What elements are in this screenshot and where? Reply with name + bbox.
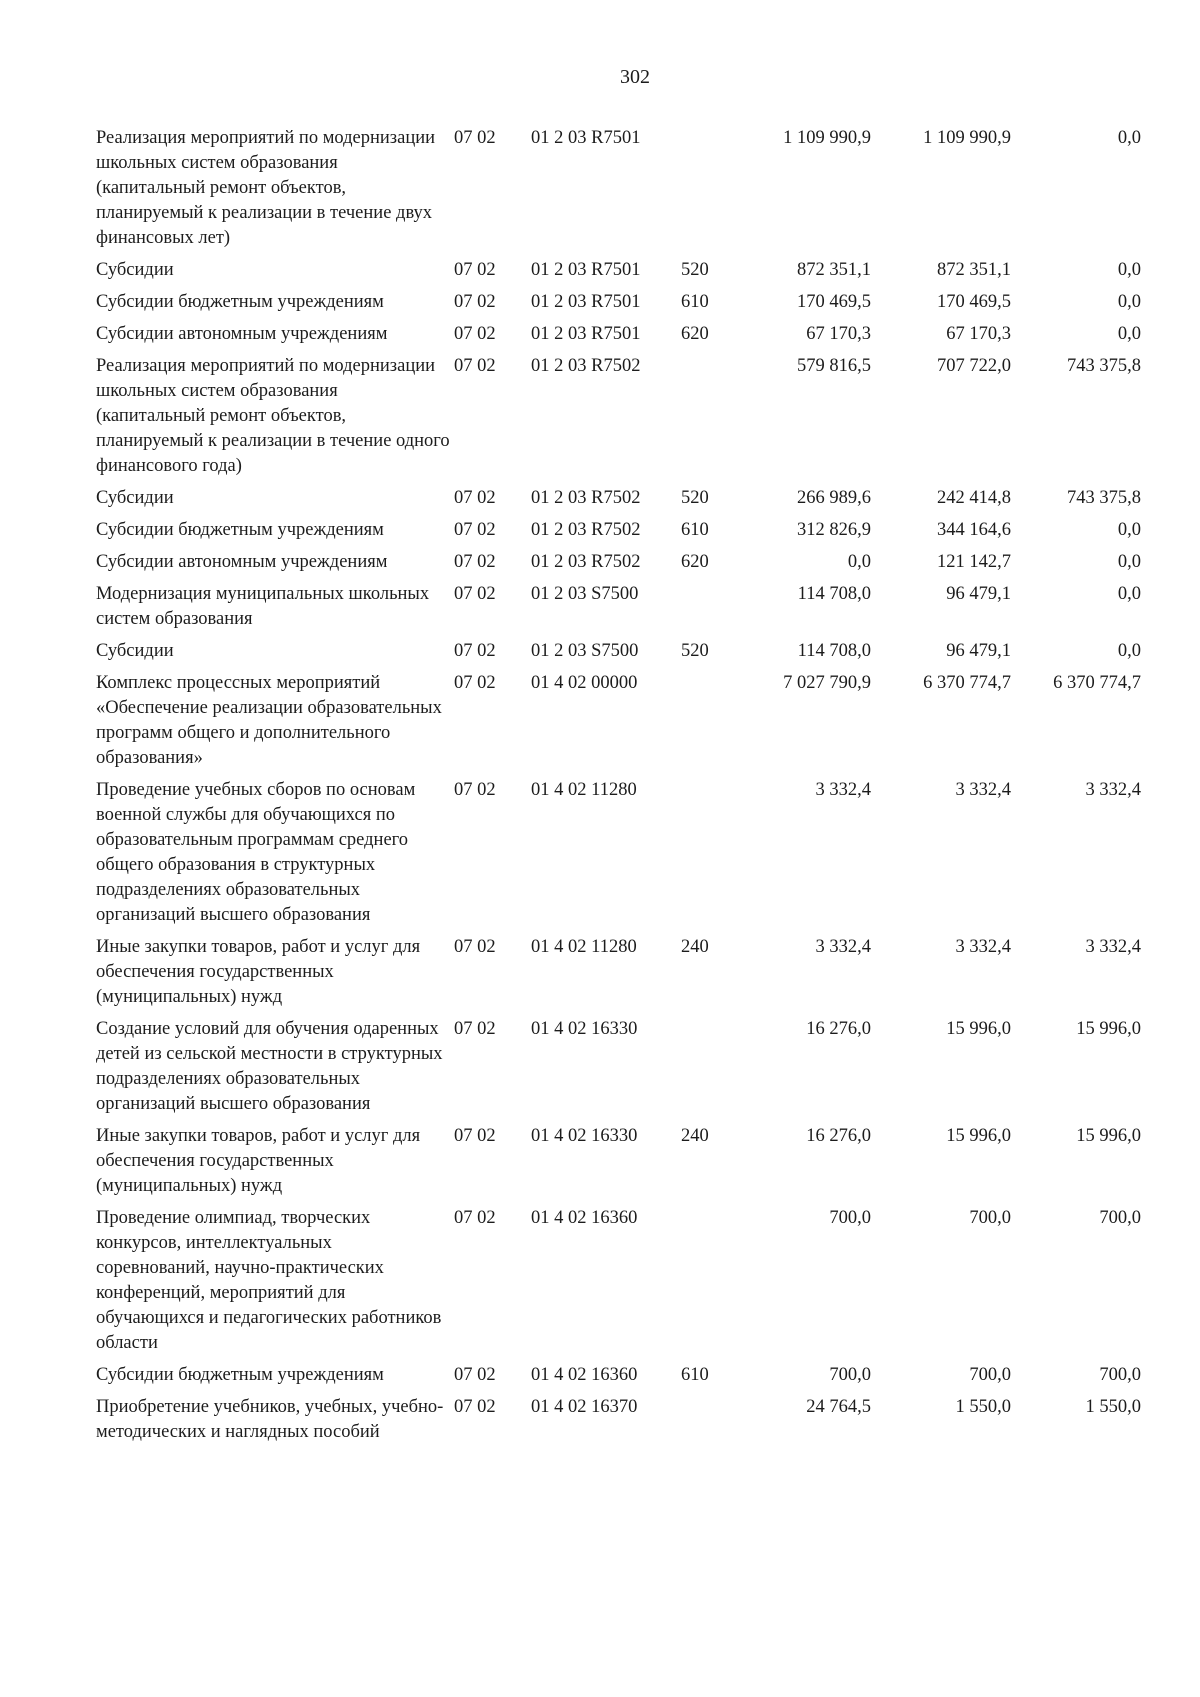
- row-expense-code: [681, 1206, 731, 1363]
- row-expense-code: 620: [681, 324, 709, 344]
- row-name: Проведение учебных сборов по основам военной службы для обучающихся по образовательным программам среднего общего образования в структурных подразделениях образовательных организаций высшего образования: [96, 780, 416, 925]
- row-value-1: 312 826,9: [797, 520, 871, 540]
- row-value-1: 0,0: [847, 552, 871, 572]
- row-target-code: 01 2 03 R7502: [531, 488, 641, 508]
- row-name: Субсидии: [96, 641, 174, 661]
- row-expense-code: [681, 1017, 731, 1124]
- row-value-1: 579 816,5: [797, 356, 871, 376]
- row-target-code: 01 4 02 16330: [531, 1126, 638, 1146]
- row-target-code: 01 2 03 R7501: [531, 128, 641, 148]
- row-target-code: 01 2 03 R7502: [531, 356, 641, 376]
- row-value-1: 7 027 790,9: [783, 673, 871, 693]
- row-section-code: 07 02: [454, 292, 496, 312]
- row-value-2: 344 164,6: [937, 520, 1011, 540]
- row-section-code: 07 02: [454, 128, 496, 148]
- table-row: [96, 126, 1141, 258]
- row-target-code: 01 2 03 S7500: [531, 641, 639, 661]
- row-name: Субсидии бюджетным учреждениям: [96, 1365, 384, 1385]
- table-row: [96, 322, 1141, 354]
- table-row: [96, 486, 1141, 518]
- row-value-3: 700,0: [1099, 1365, 1141, 1385]
- row-target-code: 01 2 03 R7501: [531, 324, 641, 344]
- row-target-code: 01 4 02 00000: [531, 673, 638, 693]
- row-value-3: 3 332,4: [1085, 937, 1141, 957]
- row-value-2: 3 332,4: [955, 937, 1011, 957]
- row-section-code: 07 02: [454, 673, 496, 693]
- table-row: [96, 1395, 1141, 1452]
- row-expense-code: 610: [681, 520, 709, 540]
- table-row: [96, 1124, 1141, 1206]
- row-section-code: 07 02: [454, 520, 496, 540]
- row-expense-code: 520: [681, 488, 709, 508]
- row-value-2: 15 996,0: [946, 1126, 1011, 1146]
- table-row: [96, 639, 1141, 671]
- row-name: Субсидии бюджетным учреждениям: [96, 292, 384, 312]
- row-value-3: 743 375,8: [1067, 488, 1141, 508]
- row-value-2: 67 170,3: [946, 324, 1011, 344]
- row-name: Иные закупки товаров, работ и услуг для обеспечения государственных (муниципальных) нужд: [96, 1126, 421, 1196]
- row-target-code: 01 2 03 S7500: [531, 584, 639, 604]
- row-section-code: 07 02: [454, 1365, 496, 1385]
- row-expense-code: 610: [681, 1365, 709, 1385]
- row-value-2: 121 142,7: [937, 552, 1011, 572]
- row-value-1: 114 708,0: [797, 641, 871, 661]
- table-body: [96, 126, 1141, 1452]
- row-value-1: 872 351,1: [797, 260, 871, 280]
- row-value-2: 242 414,8: [937, 488, 1011, 508]
- row-name: Субсидии: [96, 488, 174, 508]
- row-target-code: 01 4 02 16330: [531, 1019, 638, 1039]
- row-value-1: 700,0: [829, 1365, 871, 1385]
- table-row: [96, 354, 1141, 486]
- row-target-code: 01 4 02 11280: [531, 780, 637, 800]
- row-value-2: 1 109 990,9: [923, 128, 1011, 148]
- row-target-code: 01 4 02 16370: [531, 1397, 638, 1417]
- row-section-code: 07 02: [454, 324, 496, 344]
- row-value-2: 15 996,0: [946, 1019, 1011, 1039]
- row-value-1: 700,0: [829, 1208, 871, 1228]
- row-expense-code: [681, 778, 731, 935]
- table-row: [96, 290, 1141, 322]
- row-value-3: 0,0: [1117, 552, 1141, 572]
- row-expense-code: 520: [681, 260, 709, 280]
- table-row: [96, 582, 1141, 639]
- row-value-3: 1 550,0: [1085, 1397, 1141, 1417]
- table-row: [96, 518, 1141, 550]
- row-name: Реализация мероприятий по модернизации школьных систем образования (капитальный ремонт объектов, планируемый к реализации в течение двух финансовых лет): [96, 128, 436, 248]
- table-row: [96, 778, 1141, 935]
- row-value-1: 1 109 990,9: [783, 128, 871, 148]
- row-value-3: 0,0: [1117, 292, 1141, 312]
- row-section-code: 07 02: [454, 260, 496, 280]
- row-value-1: 67 170,3: [806, 324, 871, 344]
- row-value-3: 0,0: [1117, 584, 1141, 604]
- row-value-2: 707 722,0: [937, 356, 1011, 376]
- row-value-2: 872 351,1: [937, 260, 1011, 280]
- table-row: [96, 1363, 1141, 1395]
- row-name: Субсидии автономным учреждениям: [96, 552, 388, 572]
- row-section-code: 07 02: [454, 356, 496, 376]
- row-name: Субсидии: [96, 260, 174, 280]
- row-value-2: 6 370 774,7: [923, 673, 1011, 693]
- row-name: Создание условий для обучения одаренных детей из сельской местности в структурных подразделениях образовательных организаций высшего образования: [96, 1019, 443, 1114]
- row-value-2: 700,0: [969, 1365, 1011, 1385]
- row-value-3: 0,0: [1117, 260, 1141, 280]
- row-name: Субсидии автономным учреждениям: [96, 324, 388, 344]
- table-row: [96, 935, 1141, 1017]
- row-target-code: 01 2 03 R7501: [531, 292, 641, 312]
- row-target-code: 01 2 03 R7502: [531, 552, 641, 572]
- row-target-code: 01 2 03 R7501: [531, 260, 641, 280]
- row-target-code: 01 4 02 11280: [531, 937, 637, 957]
- row-expense-code: 240: [681, 1126, 709, 1146]
- row-target-code: 01 4 02 16360: [531, 1208, 638, 1228]
- row-value-1: 16 276,0: [806, 1126, 871, 1146]
- row-expense-code: 610: [681, 292, 709, 312]
- row-expense-code: [681, 1395, 731, 1452]
- row-name: Приобретение учебников, учебных, учебно-методических и наглядных пособий: [96, 1397, 444, 1442]
- row-section-code: 07 02: [454, 552, 496, 572]
- row-value-1: 24 764,5: [806, 1397, 871, 1417]
- row-value-1: 3 332,4: [815, 780, 871, 800]
- table-row: [96, 550, 1141, 582]
- row-value-2: 700,0: [969, 1208, 1011, 1228]
- row-section-code: 07 02: [454, 1126, 496, 1146]
- row-expense-code: [681, 671, 731, 778]
- row-value-3: 700,0: [1099, 1208, 1141, 1228]
- row-section-code: 07 02: [454, 1397, 496, 1417]
- row-value-1: 16 276,0: [806, 1019, 871, 1039]
- page-number: 302: [620, 66, 650, 88]
- row-value-2: 96 479,1: [946, 584, 1011, 604]
- row-value-3: 743 375,8: [1067, 356, 1141, 376]
- row-value-1: 3 332,4: [815, 937, 871, 957]
- budget-table: [96, 126, 1141, 1452]
- table-row: [96, 671, 1141, 778]
- row-value-2: 3 332,4: [955, 780, 1011, 800]
- table-row: [96, 1017, 1141, 1124]
- row-expense-code: 520: [681, 641, 709, 661]
- row-value-1: 114 708,0: [797, 584, 871, 604]
- table-row: [96, 1206, 1141, 1363]
- row-value-3: 6 370 774,7: [1053, 673, 1141, 693]
- row-section-code: 07 02: [454, 1019, 496, 1039]
- row-section-code: 07 02: [454, 1208, 496, 1228]
- row-value-2: 170 469,5: [937, 292, 1011, 312]
- row-target-code: 01 2 03 R7502: [531, 520, 641, 540]
- row-value-1: 170 469,5: [797, 292, 871, 312]
- row-value-3: 15 996,0: [1076, 1019, 1141, 1039]
- row-expense-code: [681, 126, 731, 258]
- row-value-1: 266 989,6: [797, 488, 871, 508]
- row-expense-code: [681, 582, 731, 639]
- row-value-3: 0,0: [1117, 520, 1141, 540]
- row-value-3: 15 996,0: [1076, 1126, 1141, 1146]
- row-section-code: 07 02: [454, 641, 496, 661]
- row-name: Иные закупки товаров, работ и услуг для обеспечения государственных (муниципальных) нужд: [96, 937, 421, 1007]
- row-name: Субсидии бюджетным учреждениям: [96, 520, 384, 540]
- row-section-code: 07 02: [454, 584, 496, 604]
- table-row: [96, 258, 1141, 290]
- row-value-3: 0,0: [1117, 641, 1141, 661]
- row-expense-code: 620: [681, 552, 709, 572]
- row-expense-code: [681, 354, 731, 486]
- row-section-code: 07 02: [454, 780, 496, 800]
- row-section-code: 07 02: [454, 937, 496, 957]
- row-name: Реализация мероприятий по модернизации школьных систем образования (капитальный ремонт объектов, планируемый к реализации в течение одного финансового года): [96, 356, 450, 476]
- row-expense-code: 240: [681, 937, 709, 957]
- row-target-code: 01 4 02 16360: [531, 1365, 638, 1385]
- row-value-3: 0,0: [1117, 324, 1141, 344]
- row-name: Комплекс процессных мероприятий «Обеспечение реализации образовательных программ общего и дополнительного образования»: [96, 673, 442, 768]
- row-value-2: 1 550,0: [955, 1397, 1011, 1417]
- row-value-2: 96 479,1: [946, 641, 1011, 661]
- row-value-3: 3 332,4: [1085, 780, 1141, 800]
- row-section-code: 07 02: [454, 488, 496, 508]
- row-value-3: 0,0: [1117, 128, 1141, 148]
- row-name: Проведение олимпиад, творческих конкурсов, интеллектуальных соревнований, научно-практических конференций, мероприятий для обучающихся и педагогических работников области: [96, 1208, 442, 1353]
- row-name: Модернизация муниципальных школьных систем образования: [96, 584, 430, 629]
